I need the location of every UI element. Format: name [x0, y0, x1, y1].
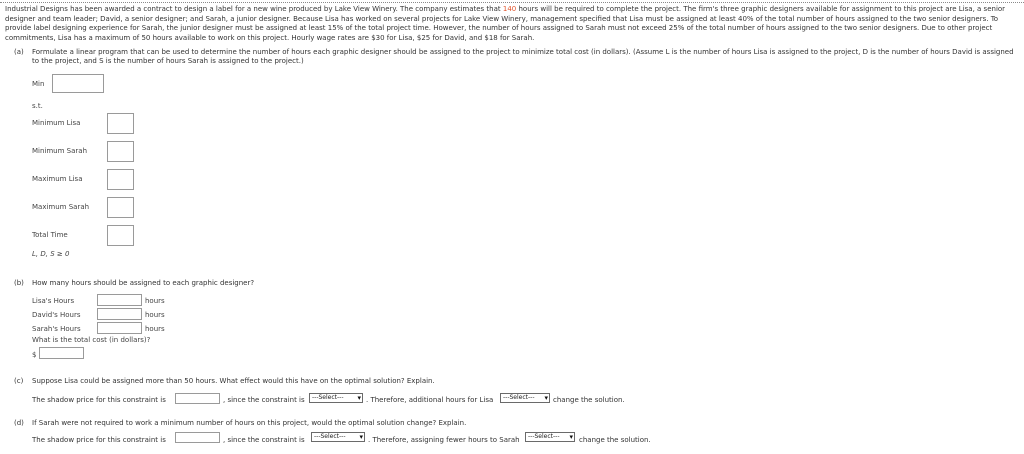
part-c-since-text: , since the constraint is [223, 396, 305, 404]
intro-text-1: Industrial Designs has been awarded a contract to design a label for a new wine produced by Lake View Winery. The company estimates that [5, 5, 503, 13]
nonnegativity-label: L, D, S ≥ 0 [32, 250, 70, 258]
objective-input[interactable] [52, 74, 104, 93]
part-c-question: Suppose Lisa could be assigned more than 50 hours. What effect would this have on the optimal solution? Explain. [32, 377, 435, 385]
part-d-question: If Sarah were not required to work a minimum number of hours on this project, would the optimal solution change? Explain. [32, 419, 467, 427]
part-a-question: Formulate a linear program that can be used to determine the number of hours each graphic designer should be assigned to the project to minimize total cost (in dollars). (Assume L is the number of hours Lisa is assigned to the project, D is the number of hours David is assigned to the project, and S is the number of hours Sarah is assigned to the project.) [32, 48, 1014, 65]
part-c-change-text: change the solution. [553, 396, 625, 404]
part-a-label: (a) [14, 48, 24, 56]
top-divider [0, 2, 1024, 3]
constraint-input-total-time[interactable] [107, 225, 134, 246]
lisa-hours-input[interactable] [97, 294, 142, 306]
total-cost-input[interactable] [39, 347, 84, 359]
constraint-label-maximum-lisa: Maximum Lisa [32, 175, 83, 183]
part-d-change-text: change the solution. [579, 436, 651, 444]
sarah-hours-unit: hours [145, 325, 165, 333]
part-d-shadow-price-text: The shadow price for this constraint is [32, 436, 166, 444]
part-d-label: (d) [14, 419, 24, 427]
select-value: ---Select--- [312, 394, 344, 401]
part-d-shadow-price-input[interactable] [175, 432, 220, 443]
part-c-label: (c) [14, 377, 24, 385]
constraint-label-minimum-sarah: Minimum Sarah [32, 147, 88, 155]
constraint-label-minimum-lisa: Minimum Lisa [32, 119, 81, 127]
problem-statement [5, 5, 1017, 43]
st-label: s.t. [32, 102, 43, 110]
part-d-therefore-text: . Therefore, assigning fewer hours to Sarah [368, 436, 520, 444]
min-label: Min [32, 80, 45, 88]
part-d-effect-select[interactable] [525, 432, 575, 442]
select-value: ---Select--- [528, 433, 560, 440]
constraint-input-maximum-lisa[interactable] [107, 169, 134, 190]
constraint-label-total-time: Total Time [32, 231, 68, 239]
select-value: ---Select--- [314, 433, 346, 440]
lisa-hours-unit: hours [145, 297, 165, 305]
select-value: ---Select--- [503, 394, 535, 401]
part-c-shadow-price-text: The shadow price for this constraint is [32, 396, 166, 404]
chevron-down-icon: ▾ [544, 394, 548, 402]
david-hours-label: David's Hours [32, 311, 81, 319]
constraint-label-maximum-sarah: Maximum Sarah [32, 203, 90, 211]
sarah-hours-label: Sarah's Hours [32, 325, 81, 333]
part-b-question: How many hours should be assigned to each graphic designer? [32, 279, 255, 287]
highlighted-total-hours: 140 [502, 5, 517, 13]
sarah-hours-input[interactable] [97, 322, 142, 334]
part-d-since-text: , since the constraint is [223, 436, 305, 444]
chevron-down-icon: ▾ [569, 433, 573, 441]
part-c-shadow-price-input[interactable] [175, 393, 220, 404]
part-c-effect-select[interactable] [500, 393, 550, 403]
total-cost-question: What is the total cost (in dollars)? [32, 336, 151, 344]
constraint-input-maximum-sarah[interactable] [107, 197, 134, 218]
part-c-constraint-status-select[interactable] [309, 393, 363, 403]
part-b-label: (b) [14, 279, 24, 287]
chevron-down-icon: ▾ [357, 394, 361, 402]
part-d-constraint-status-select[interactable] [311, 432, 365, 442]
currency-symbol: $ [32, 351, 37, 359]
lisa-hours-label: Lisa's Hours [32, 297, 75, 305]
intro-text-2: hours will be required to complete the project. The firm's three graphic designers available for assignment to this project are Lisa, a senior designer and team leader; David, a senior designer; and Sarah, a junior designer. Because Lisa has worked on several projects for Lake View Winery, management specified that Lisa must be assigned at least 40% of the total number of hours assigned to the two senior designers. To provide label designing experience for Sarah, the junior designer must be assigned at least 15% of the total project time. However, the number of hours assigned to Sarah must not exceed 25% of the total number of hours assigned to the two senior designers. Due to other project commitments, Lisa has a maximum of 50 hours available to work on this project. Hourly wage rates are $30 for Lisa, $25 for David, and $18 for Sarah. [5, 5, 1006, 42]
constraint-input-minimum-sarah[interactable] [107, 141, 134, 162]
david-hours-unit: hours [145, 311, 165, 319]
chevron-down-icon: ▾ [359, 433, 363, 441]
constraint-input-minimum-lisa[interactable] [107, 113, 134, 134]
david-hours-input[interactable] [97, 308, 142, 320]
part-c-therefore-text: . Therefore, additional hours for Lisa [366, 396, 494, 404]
